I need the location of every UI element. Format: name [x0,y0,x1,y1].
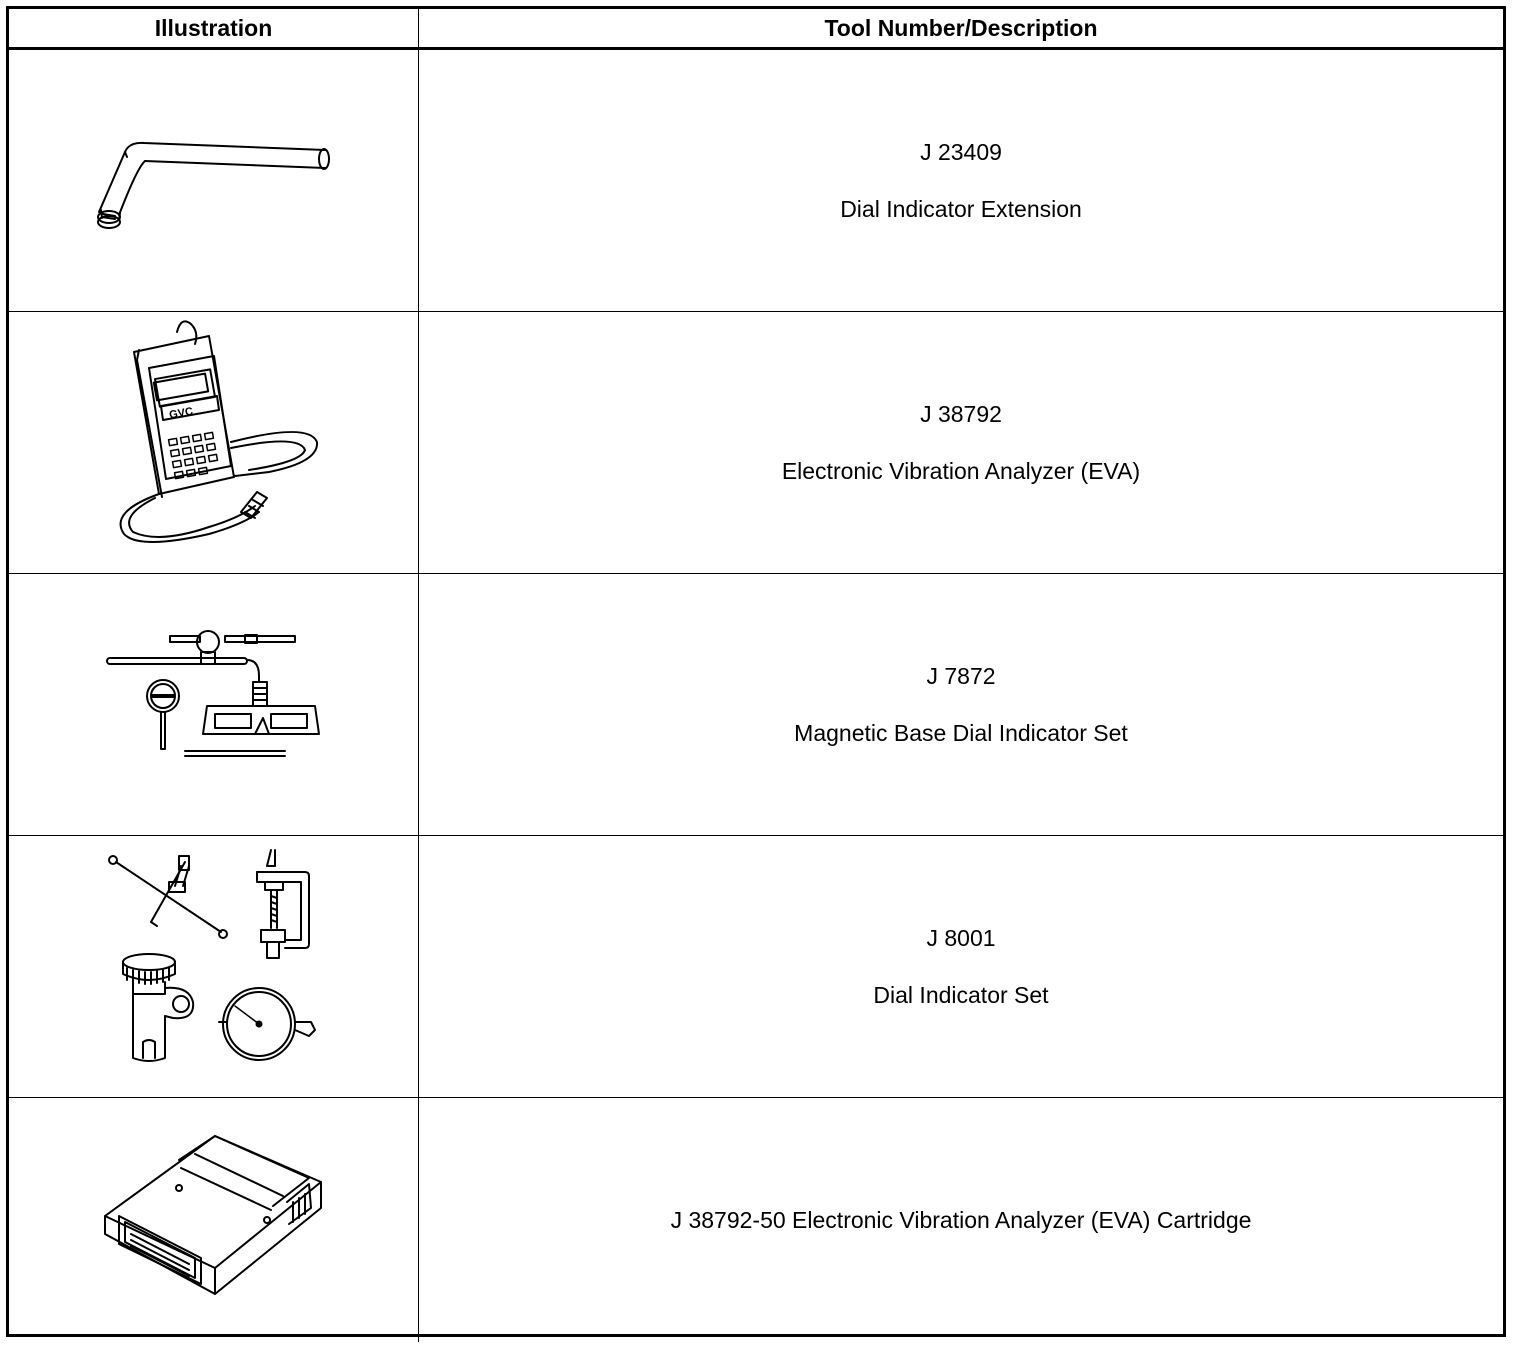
description-cell [419,574,1503,835]
illustration-cell [9,312,419,573]
dial-indicator-extension-icon [9,50,419,312]
illustration-cell [9,836,419,1097]
description-cell [419,1098,1503,1342]
description-cell [419,836,1503,1097]
header-illustration: Illustration [9,9,419,47]
table-row [9,50,1503,312]
tool-description: Electronic Vibration Analyzer (EVA) [781,457,1141,484]
dial-indicator-set-icon [9,836,419,1098]
illustration-cell [9,574,419,835]
electronic-vibration-analyzer-icon [9,312,419,574]
illustration-cell [9,50,419,311]
table-row [9,574,1503,836]
description-cell [419,50,1503,311]
eva-cartridge-icon [9,1098,419,1342]
tool-description: Dial Indicator Set [873,981,1049,1008]
svg-text:GVC: GVC [168,405,194,422]
table-header-row [9,9,1503,50]
table-row [9,312,1503,574]
tool-number: J 23409 [920,138,1002,165]
tool-number: J 38792-50 Electronic Vibration Analyzer (EVA) Cartridge [670,1206,1252,1233]
tool-number: J 8001 [926,924,996,951]
tool-number: J 38792 [920,400,1002,427]
tool-table [6,6,1506,1337]
tool-number: J 7872 [926,662,996,689]
header-tool-description: Tool Number/Description [824,14,1098,41]
description-cell [419,312,1503,573]
illustration-cell [9,1098,419,1342]
table-row [9,1098,1503,1342]
tool-description: Dial Indicator Extension [840,195,1082,222]
magnetic-base-dial-indicator-set-icon [9,574,419,836]
table-row [9,836,1503,1098]
tool-description: Magnetic Base Dial Indicator Set [794,719,1128,746]
